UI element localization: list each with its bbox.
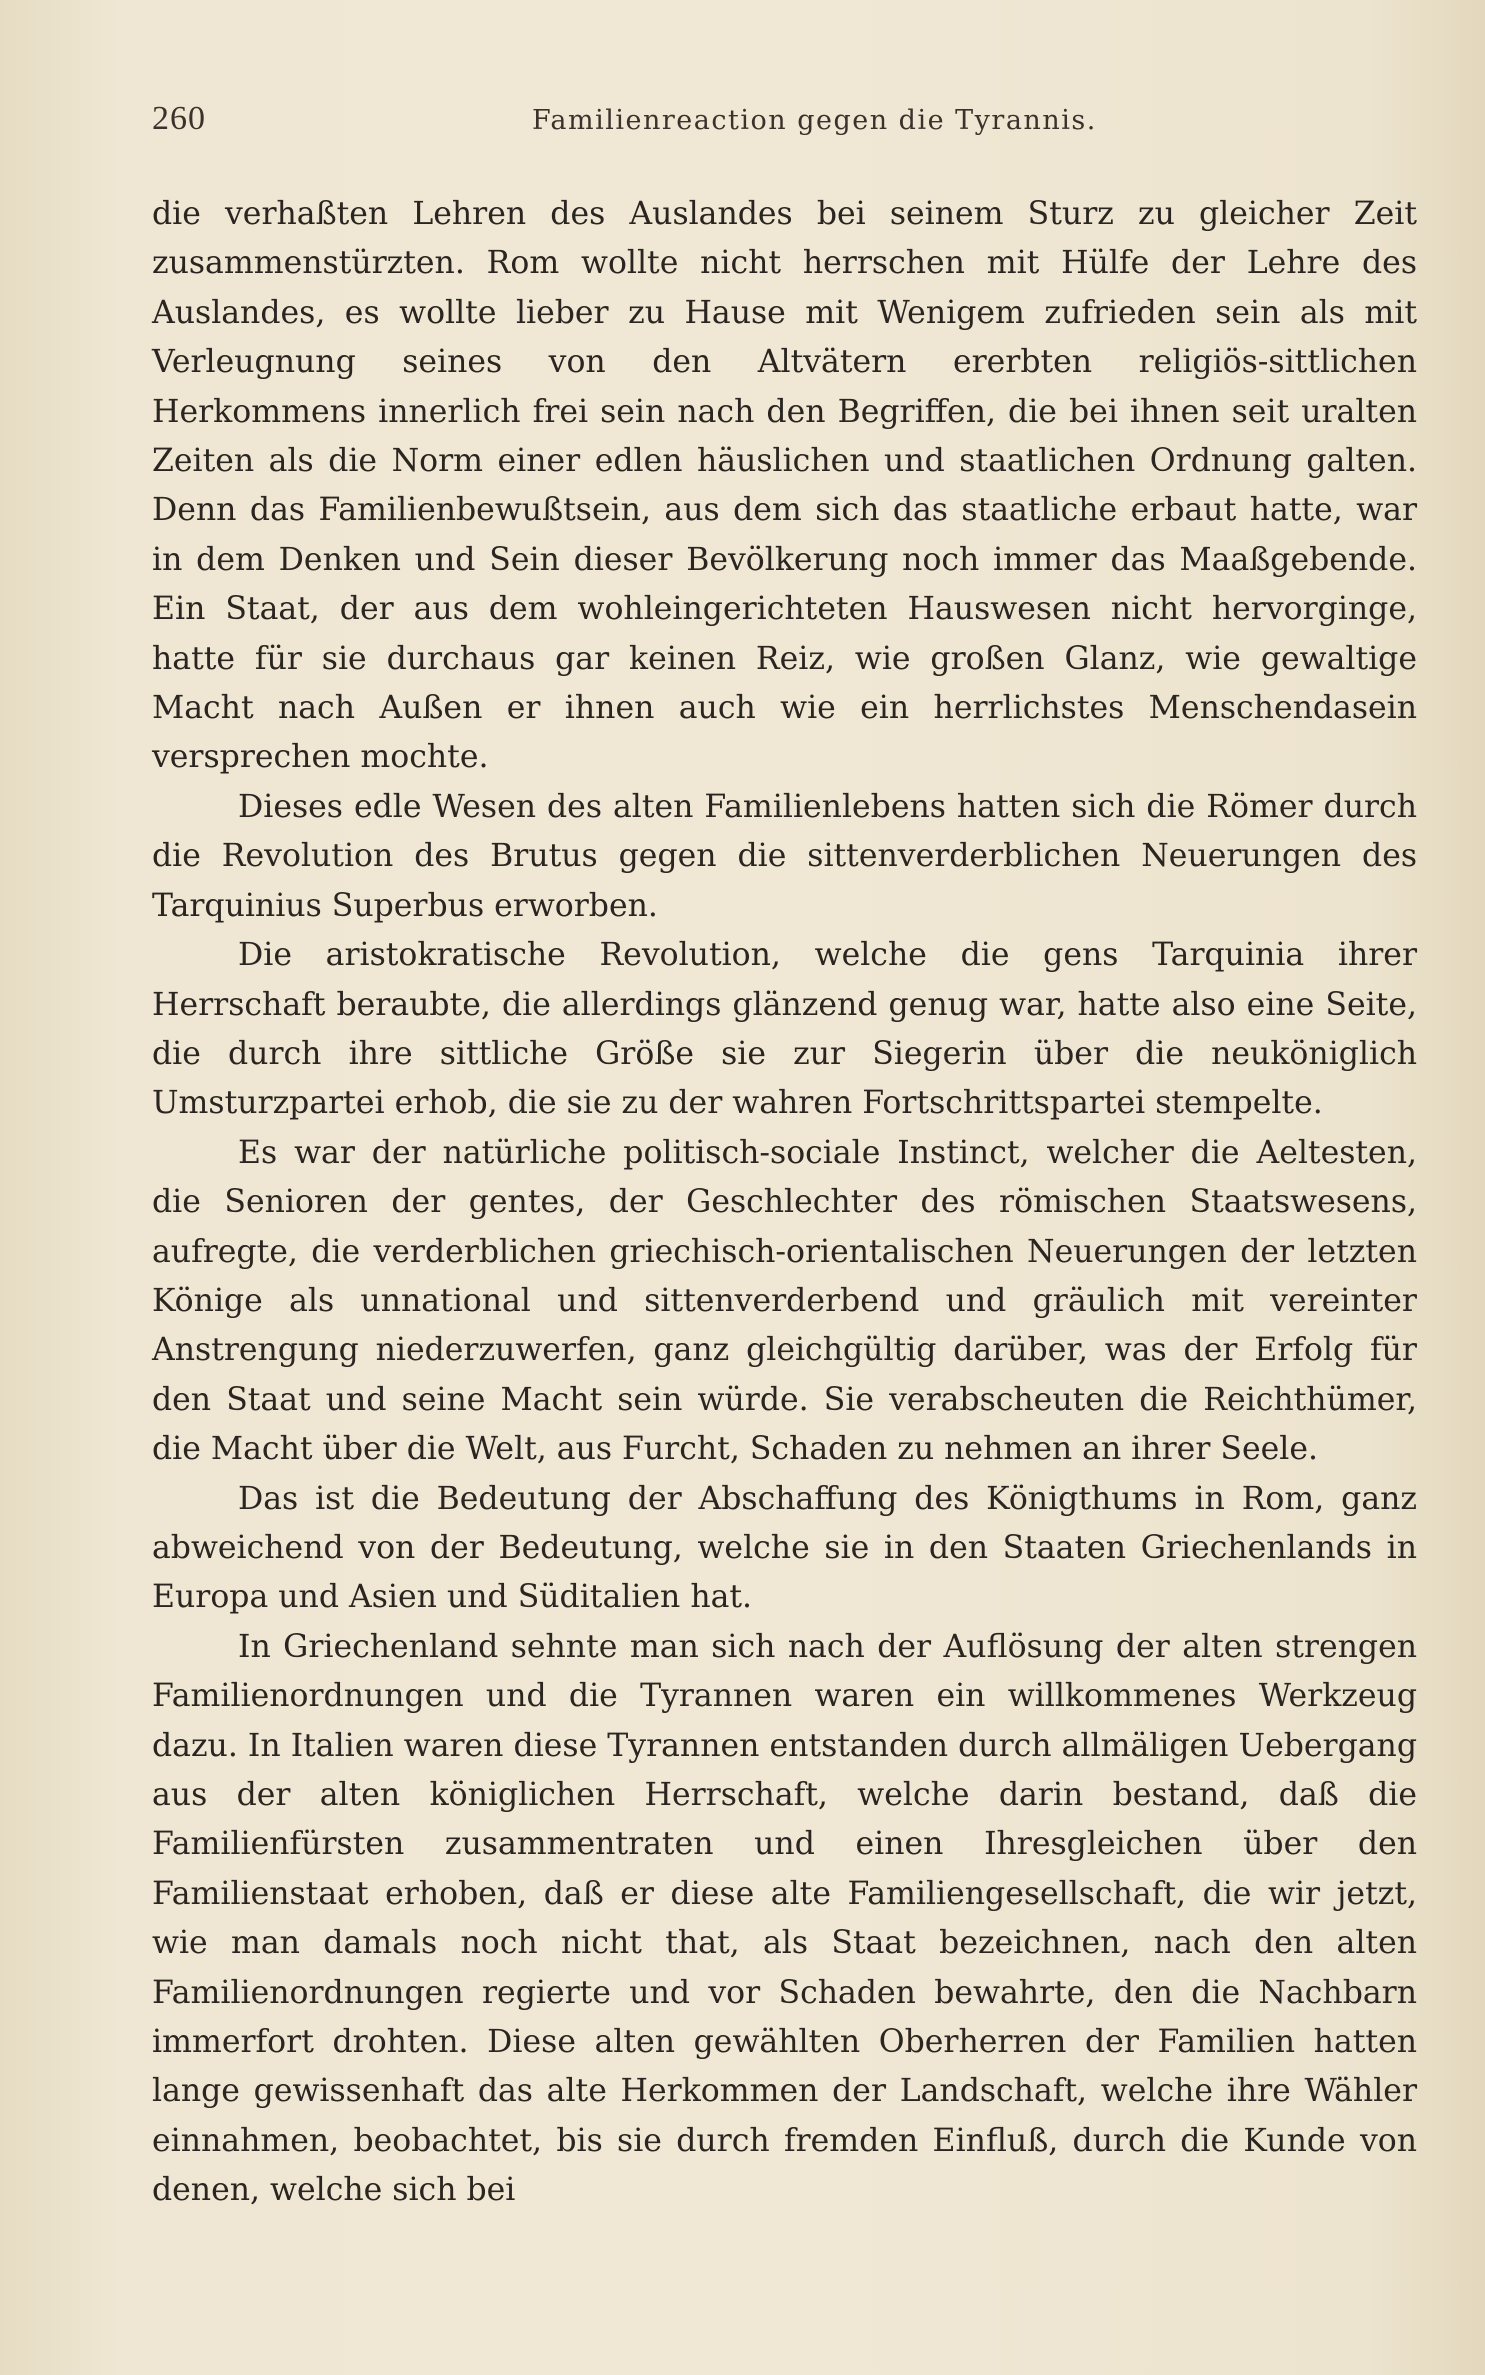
body-text [152, 190, 1417, 2216]
page-number: 260 [152, 100, 206, 137]
paragraph: Dieses edle Wesen des alten Familienlebens hatten sich die Römer durch die Revolution des Brutus gegen die sittenverderblichen Neuerungen des Tarquinius Superbus erworben. [152, 788, 1417, 924]
paragraph: In Griechenland sehnte man sich nach der Auflösung der alten strengen Familienordnungen und die Tyrannen waren ein willkommenes Werkzeug dazu. In Italien waren diese Tyrannen entstanden durch allmäligen Uebergang aus der alten königlichen Herrschaft, welche darin bestand, daß die Familienfürsten zusammentraten und einen Ihresgleichen über den Familienstaat erhoben, daß er diese alte Familiengesellschaft, die wir jetzt, wie man damals noch nicht that, als Staat bezeichnen, nach den alten Familienordnungen regierte und vor Schaden bewahrte, den die Nachbarn immerfort drohten. Diese alten gewählten Oberherren der Familien hatten lange gewissenhaft das alte Herkommen der Landschaft, welche ihre Wähler einnahmen, beobachtet, bis sie durch fremden Einfluß, durch die Kunde von denen, welche sich bei [152, 1628, 1417, 2209]
page-header [152, 100, 1415, 150]
paragraph: Es war der natürliche politisch-sociale Instinct, welcher die Aeltesten, die Senioren der gentes, der Geschlechter des römischen Staatswesens, aufregte, die verderblichen griechisch-orientalischen Neuerungen der letzten Könige als unnational und sittenverderbend und gräulich mit vereinter Anstrengung niederzuwerfen, ganz gleichgültig darüber, was der Erfolg für den Staat und seine Macht sein würde. Sie verabscheuten die Reichthümer, die Macht über die Welt, aus Furcht, Schaden zu nehmen an ihrer Seele. [152, 1134, 1417, 1468]
paragraph: Das ist die Bedeutung der Abschaffung des Königthums in Rom, ganz abweichend von der Bedeutung, welche sie in den Staaten Griechenlands in Europa und Asien und Süditalien hat. [152, 1480, 1417, 1616]
running-head: Familienreaction gegen die Tyrannis. [532, 105, 1097, 136]
paragraph: die verhaßten Lehren des Auslandes bei seinem Sturz zu gleicher Zeit zusammenstürzten. Rom wollte nicht herrschen mit Hülfe der Lehre des Auslandes, es wollte lieber zu Hause mit Wenigem zufrieden sein als mit Verleugnung seines von den Altvätern ererbten religiös-sittlichen Herkommens innerlich frei sein nach den Begriffen, die bei ihnen seit uralten Zeiten als die Norm einer edlen häuslichen und staatlichen Ordnung galten. Denn das Familienbewußtsein, aus dem sich das staatliche erbaut hatte, war in dem Denken und Sein dieser Bevölkerung noch immer das Maaßgebende. Ein Staat, der aus dem wohleingerichteten Hauswesen nicht hervorginge, hatte für sie durchaus gar keinen Reiz, wie großen Glanz, wie gewaltige Macht nach Außen er ihnen auch wie ein herrlichstes Menschendasein versprechen mochte. [152, 196, 1417, 776]
paragraph: Die aristokratische Revolution, welche die gens Tarquinia ihrer Herrschaft beraubte, die allerdings glänzend genug war, hatte also eine Seite, die durch ihre sittliche Größe sie zur Siegerin über die neuköniglich Umsturzpartei erhob, die sie zu der wahren Fortschrittspartei stempelte. [152, 937, 1417, 1122]
